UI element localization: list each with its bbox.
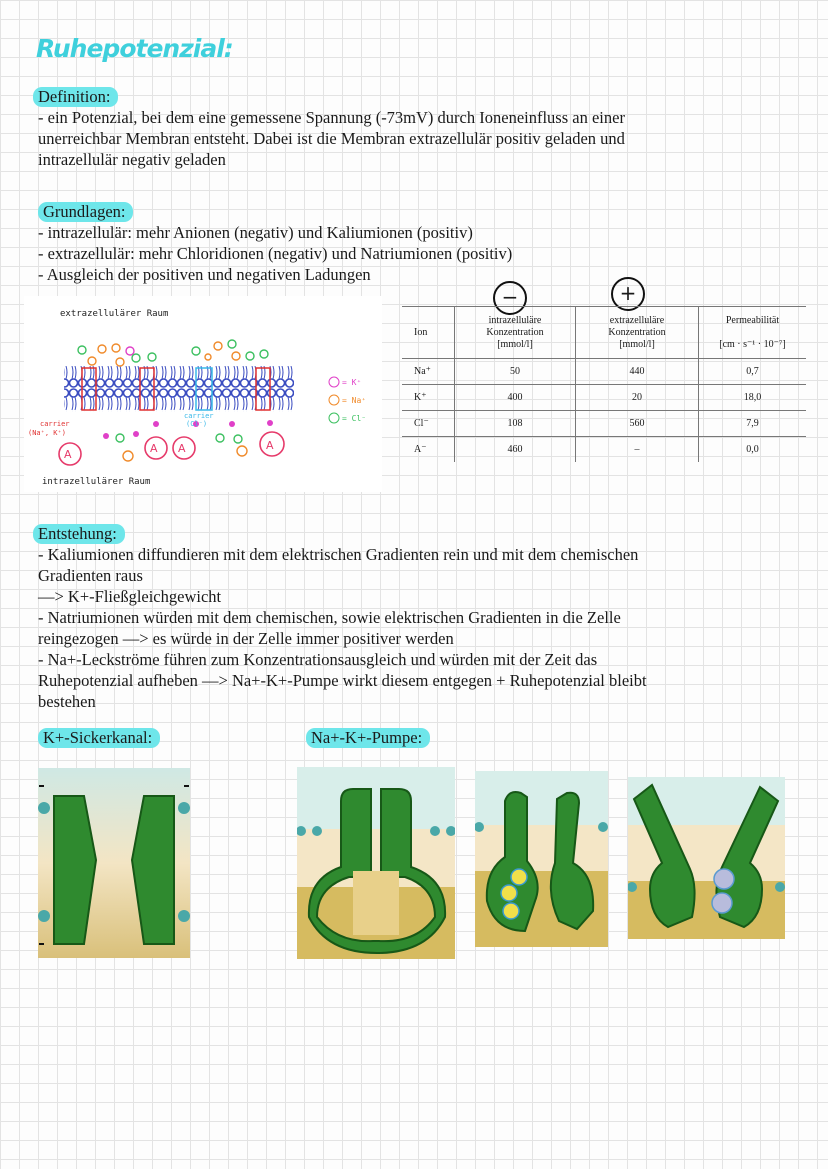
table-row xyxy=(402,411,806,437)
table-cell: 460 xyxy=(455,437,576,463)
entstehung-section xyxy=(33,524,125,544)
table-cell: A⁻ xyxy=(414,444,427,455)
table-header: Permeabilität [cm · s⁻¹ · 10⁻⁷] xyxy=(699,307,807,359)
definition-section xyxy=(33,87,118,107)
entstehung-line: Ruhepotenzial aufheben —> Na+-K+-Pumpe wirkt diesem entgegen + Ruhepotenzial bleibt xyxy=(38,671,647,690)
entstehung-line: —> K+-Fließgleichgewicht xyxy=(38,587,222,606)
extracellular-ions xyxy=(78,340,268,366)
table-row xyxy=(402,437,806,463)
pump-image-1 xyxy=(297,767,455,959)
table-header: intrazelluläre Konzentration [mmol/l] xyxy=(455,307,576,359)
table-cell: 20 xyxy=(576,385,699,411)
definition-heading: Definition: xyxy=(33,87,118,107)
pump-image-2 xyxy=(475,771,608,947)
entstehung-line: reingezogen —> es würde in der Zelle immer positiver werden xyxy=(38,629,454,648)
table-cell: 50 xyxy=(455,359,576,385)
carrier-ions-label: (Na⁺, K⁺) xyxy=(28,429,66,437)
anion-label: A xyxy=(64,448,72,461)
table-row xyxy=(402,359,806,385)
k-channel-heading: K+-Sickerkanal: xyxy=(38,728,160,748)
table-header-row xyxy=(402,307,806,359)
table-cell: 0,7 xyxy=(699,359,807,385)
lipid-bilayer xyxy=(64,366,294,412)
table-cell: Cl⁻ xyxy=(402,411,455,437)
table-cell: 560 xyxy=(576,411,699,437)
membrane-figure xyxy=(24,296,382,492)
legend-k: = K⁺ xyxy=(342,378,362,387)
pump-image-3 xyxy=(628,777,785,939)
table-cell: 0,0 xyxy=(699,437,807,463)
anion-label: A xyxy=(150,442,158,455)
table-row xyxy=(402,385,806,411)
minus-mark: − xyxy=(493,281,527,315)
anions xyxy=(59,432,284,465)
definition-line: intrazellulär negativ geladen xyxy=(38,150,226,169)
entstehung-line: - Na+-Leckströme führen zum Konzentrationsausgleich und würden mit der Zeit das xyxy=(38,650,598,669)
entstehung-line: - Kaliumionen diffundieren mit dem elektrischen Gradienten rein und mit dem chemischen xyxy=(38,545,639,564)
membrane-diagram xyxy=(24,296,382,492)
entstehung-line: - Natriumionen würden mit dem chemischen, sowie elektrischen Gradienten in die Zelle xyxy=(38,608,621,627)
grundlagen-line: - intrazellulär: mehr Anionen (negativ) und Kaliumionen (positiv) xyxy=(38,223,473,242)
grundlagen-line: - extrazellulär: mehr Chloridionen (negativ) und Natriumionen (positiv) xyxy=(38,244,513,263)
grundlagen-text xyxy=(38,222,512,285)
pump-heading: Na+-K+-Pumpe: xyxy=(306,728,430,748)
table-header: Ion xyxy=(402,307,455,359)
entstehung-line: bestehen xyxy=(38,692,96,711)
plus-mark: + xyxy=(611,277,645,311)
page-title: Ruhepotenzial: xyxy=(36,34,233,63)
table-header: extrazelluläre Konzentration [mmol/l] xyxy=(576,307,699,359)
table-cell: K⁺ xyxy=(402,385,455,411)
table-cell: 400 xyxy=(455,385,576,411)
definition-text xyxy=(38,107,625,170)
k-channel-section xyxy=(38,728,160,748)
grundlagen-heading: Grundlagen: xyxy=(38,202,133,222)
entstehung-heading: Entstehung: xyxy=(33,524,125,544)
entstehung-text xyxy=(38,544,647,712)
k-channel-image xyxy=(38,768,190,958)
extracellular-label: extrazellulärer Raum xyxy=(60,309,169,319)
carrier-label: carrier xyxy=(40,420,70,428)
legend-na: = Na⁺ xyxy=(342,396,367,405)
anion-label: A xyxy=(266,439,274,452)
table-cell: 18,0 xyxy=(699,385,807,411)
table-cell: 440 xyxy=(576,359,699,385)
definition-line: - ein Potenzial, bei dem eine gemessene Spannung (-73mV) durch Ioneneinfluss an einer xyxy=(38,108,625,127)
intracellular-label: intrazellulärer Raum xyxy=(42,477,151,487)
grundlagen-line: - Ausgleich der positiven und negativen Ladungen xyxy=(38,265,371,284)
legend-cl: = Cl⁻ xyxy=(342,414,367,423)
carrier-ions-label: (Cl⁻) xyxy=(186,420,208,428)
grundlagen-section xyxy=(38,202,133,222)
ion-concentration-table xyxy=(402,306,806,462)
table-cell: – xyxy=(576,437,699,463)
table-cell: Na⁺ xyxy=(402,359,455,385)
carrier-label: carrier xyxy=(184,412,214,420)
ion-legend xyxy=(329,377,366,423)
anion-label: A xyxy=(178,442,186,455)
table-cell: 108 xyxy=(455,411,576,437)
definition-line: unerreichbar Membran entsteht. Dabei ist die Membran extrazellulär positiv geladen und xyxy=(38,129,625,148)
table-cell: 7,9 xyxy=(699,411,807,437)
pump-section xyxy=(306,728,430,748)
entstehung-line: Gradienten raus xyxy=(38,566,143,585)
